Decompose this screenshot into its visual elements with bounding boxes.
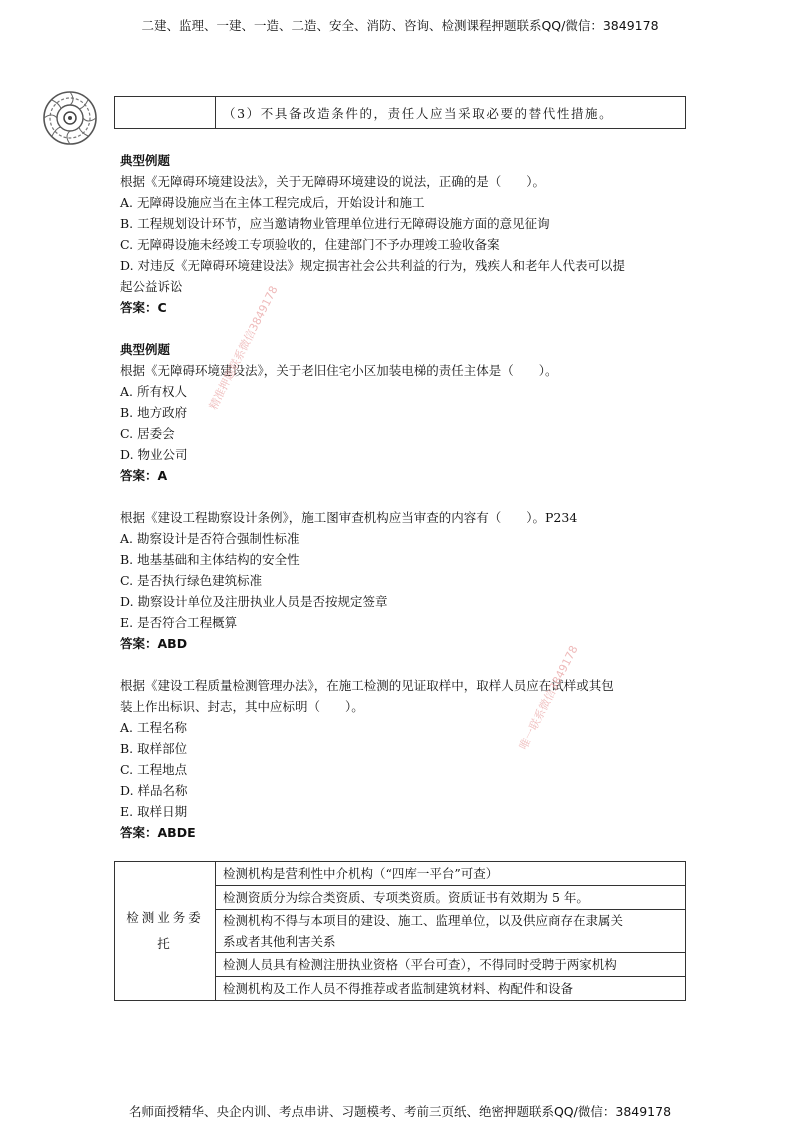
- table-cell-text: 检测资质分为综合类资质、专项类资质。资质证书有效期为 5 年。: [223, 890, 589, 905]
- table-row: [216, 886, 686, 910]
- table-cell-text: 检测机构是营利性中介机构（“四库一平台”可查）: [223, 866, 499, 881]
- top-table-right-cell: （3）不具备改造条件的，责任人应当采取必要的替代性措施。: [216, 97, 686, 129]
- q4-option-b: B. 取样部位: [120, 741, 188, 756]
- q3-option-c: C. 是否执行绿色建筑标准: [120, 573, 263, 588]
- table-row: [216, 953, 686, 977]
- q1-heading: 典型例题: [120, 153, 171, 168]
- q4-option-c: C. 工程地点: [120, 762, 188, 777]
- watermark-2: 唯一联系微信3849178: [516, 643, 581, 752]
- q1-option-d-line1: D. 对违反《无障碍环境建设法》规定损害社会公共利益的行为，残疾人和老年人代表可以提: [120, 258, 626, 273]
- q1-option-b: B. 工程规划设计环节，应当邀请物业管理单位进行无障碍设施方面的意见征询: [120, 216, 550, 231]
- q4-option-e: E. 取样日期: [120, 804, 188, 819]
- q2-option-c: C. 居委会: [120, 426, 175, 441]
- q1-option-c: C. 无障碍设施未经竣工专项验收的，住建部门不予办理竣工验收备案: [120, 237, 500, 252]
- q2-option-a: A. 所有权人: [120, 384, 187, 399]
- top-table-left-cell: [115, 97, 216, 129]
- table-row: [216, 977, 686, 1001]
- q1-stem: 根据《无障碍环境建设法》，关于无障碍环境建设的说法，正确的是（ ）。: [120, 174, 546, 189]
- table-row-label: 检测业务委托: [115, 862, 216, 1001]
- table-cell-text: 检测人员具有检测注册执业资格（平台可查），不得同时受聘于两家机构: [223, 957, 617, 972]
- q4-stem-line2: 装上作出标识、封志，其中应标明（ ）。: [120, 699, 364, 714]
- inspection-delegation-table: [114, 861, 686, 1001]
- table-cell-text-line2: 系或者其他利害关系: [223, 934, 336, 949]
- q3-stem: 根据《建设工程勘察设计条例》，施工图审查机构应当审查的内容有（ ）。P234: [120, 510, 578, 525]
- table-cell-text-line1: 检测机构不得与本项目的建设、施工、监理单位，以及供应商存在隶属关: [223, 913, 624, 928]
- table-cell-text: 检测机构及工作人员不得推荐或者监制建筑材料、构配件和设备: [223, 981, 574, 996]
- q2-heading: 典型例题: [120, 342, 171, 357]
- q3-answer: 答案：ABD: [120, 636, 188, 651]
- page-header: 二建、监理、一建、一造、二造、安全、消防、咨询、检测课程押题联系QQ/微信：3849178: [141, 18, 659, 33]
- q1-option-a: A. 无障碍设施应当在主体工程完成后，开始设计和施工: [120, 195, 425, 210]
- q4-option-d: D. 样品名称: [120, 783, 188, 798]
- q3-option-a: A. 勘察设计是否符合强制性标准: [120, 531, 300, 546]
- q1-option-d-line2: 起公益诉讼: [120, 279, 183, 294]
- q2-option-b: B. 地方政府: [120, 405, 188, 420]
- q3-option-d: D. 勘察设计单位及注册执业人员是否按规定签章: [120, 594, 388, 609]
- watermark-1: 精准押题联系微信3849178: [206, 283, 281, 412]
- q3-option-b: B. 地基基础和主体结构的安全性: [120, 552, 300, 567]
- q3-option-e: E. 是否符合工程概算: [120, 615, 238, 630]
- table-row: [216, 862, 686, 886]
- table-row: [216, 910, 686, 953]
- q4-option-a: A. 工程名称: [120, 720, 187, 735]
- q2-option-d: D. 物业公司: [120, 447, 188, 462]
- q4-answer: 答案：ABDE: [120, 825, 196, 840]
- q1-answer: 答案：C: [120, 300, 167, 315]
- rosette-logo-icon: [42, 90, 98, 146]
- q4-stem-line1: 根据《建设工程质量检测管理办法》，在施工检测的见证取样中，取样人员应在试样或其包: [120, 678, 614, 693]
- q2-answer: 答案：A: [120, 468, 168, 483]
- top-table: [114, 96, 686, 129]
- q2-stem: 根据《无障碍环境建设法》，关于老旧住宅小区加装电梯的责任主体是（ ）。: [120, 363, 558, 378]
- page-footer: 名师面授精华、央企内训、考点串讲、习题模考、考前三页纸、绝密押题联系QQ/微信：3849178: [128, 1104, 672, 1119]
